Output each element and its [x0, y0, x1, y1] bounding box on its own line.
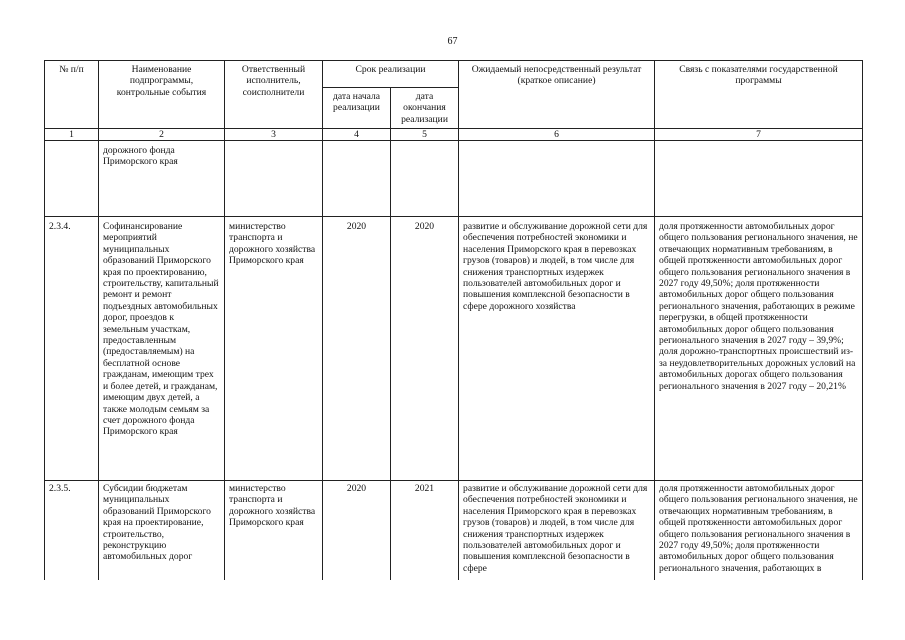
table-row	[45, 217, 863, 481]
column-number: 3	[225, 129, 323, 141]
row-end-date: 2021	[391, 481, 459, 581]
row-link	[655, 141, 863, 217]
header-end-date: дата окончания реализации	[391, 88, 459, 129]
row-number: 2.3.5.	[45, 481, 99, 581]
header-name: Наименование подпрограммы, контрольные события	[99, 61, 225, 129]
row-result: развитие и обслуживание дорожной сети для обеспечения потребностей экономики и населения Приморского края в перевозках грузов (товаров) и людей, в том числе для снижения транспортных издержек пользователей автомобильных дорог и повышения комплексной безопасности в сфере дорожного хозяйства	[459, 217, 655, 481]
column-number: 2	[99, 129, 225, 141]
column-number-row	[45, 129, 863, 141]
column-number: 4	[323, 129, 391, 141]
row-name: Субсидии бюджетам муниципальных образований Приморского края на проектирование, строительство, реконструкцию автомобильных дорог	[99, 481, 225, 581]
row-start-date	[323, 141, 391, 217]
column-number: 7	[655, 129, 863, 141]
row-start-date: 2020	[323, 217, 391, 481]
row-result: развитие и обслуживание дорожной сети для обеспечения потребностей экономики и населения Приморского края в перевозках грузов (товаров) и людей, в том числе для снижения транспортных издержек пользователей автомобильных дорог и повышения комплексной безопасности в сфере	[459, 481, 655, 581]
header-period: Срок реализации	[323, 61, 459, 88]
row-start-date: 2020	[323, 481, 391, 581]
row-number: 2.3.4.	[45, 217, 99, 481]
row-end-date	[391, 141, 459, 217]
row-name: Софинансирование мероприятий муниципальных образований Приморского края по проектированию, строительству, капитальный ремонт и ремонт подъездных автомобильных дорог, проездов к земельным участкам, предоставленным (предоставляемым) на бесплатной основе гражданам, имеющим трех и более детей, и гражданам, имеющим двух детей, а также молодым семьям за счет дорожного фонда Приморского края	[99, 217, 225, 481]
header-responsible: Ответственный исполнитель, соисполнители	[225, 61, 323, 129]
page-bottom-margin	[0, 580, 905, 640]
row-responsible: министерство транспорта и дорожного хозяйства Приморского края	[225, 481, 323, 581]
header-start-date: дата начала реализации	[323, 88, 391, 129]
column-number: 5	[391, 129, 459, 141]
table-row	[45, 141, 863, 217]
column-number: 6	[459, 129, 655, 141]
row-link: доля протяженности автомобильных дорог общего пользования регионального значения, не отвечающих нормативным требованиям, в общей протяженности автомобильных дорог общего пользования регионального значения в 2027 году 49,50%; доля протяженности автомобильных дорог общего пользования регионального значения, работающих в	[655, 481, 863, 581]
page-number: 67	[447, 36, 458, 47]
row-end-date: 2020	[391, 217, 459, 481]
header-result: Ожидаемый непосредственный результат (краткое описание)	[459, 61, 655, 129]
header-num: № п/п	[45, 61, 99, 129]
row-number	[45, 141, 99, 217]
row-link: доля протяженности автомобильных дорог общего пользования регионального значения, не отвечающих нормативным требованиям, в общей протяженности автомобильных дорог общего пользования регионального значения в 2027 году 49,50%; доля протяженности автомобильных дорог общего пользования регионального значения, работающих в режиме перегрузки, в общей протяженности автомобильных дорог общего пользования регионального значения в 2027 году – 39,9%; доля дорожно-транспортных происшествий из-за неудовлетворительных дорожных условий на автомобильных дорогах общего пользования регионального значения в 2027 году – 20,21%	[655, 217, 863, 481]
row-responsible: министерство транспорта и дорожного хозяйства Приморского края	[225, 217, 323, 481]
header-row	[45, 61, 863, 88]
row-result	[459, 141, 655, 217]
program-events-table	[44, 60, 863, 581]
column-number: 1	[45, 129, 99, 141]
row-name: дорожного фонда Приморского края	[99, 141, 225, 217]
header-link: Связь с показателями государственной программы	[655, 61, 863, 129]
table-row	[45, 481, 863, 581]
row-responsible	[225, 141, 323, 217]
